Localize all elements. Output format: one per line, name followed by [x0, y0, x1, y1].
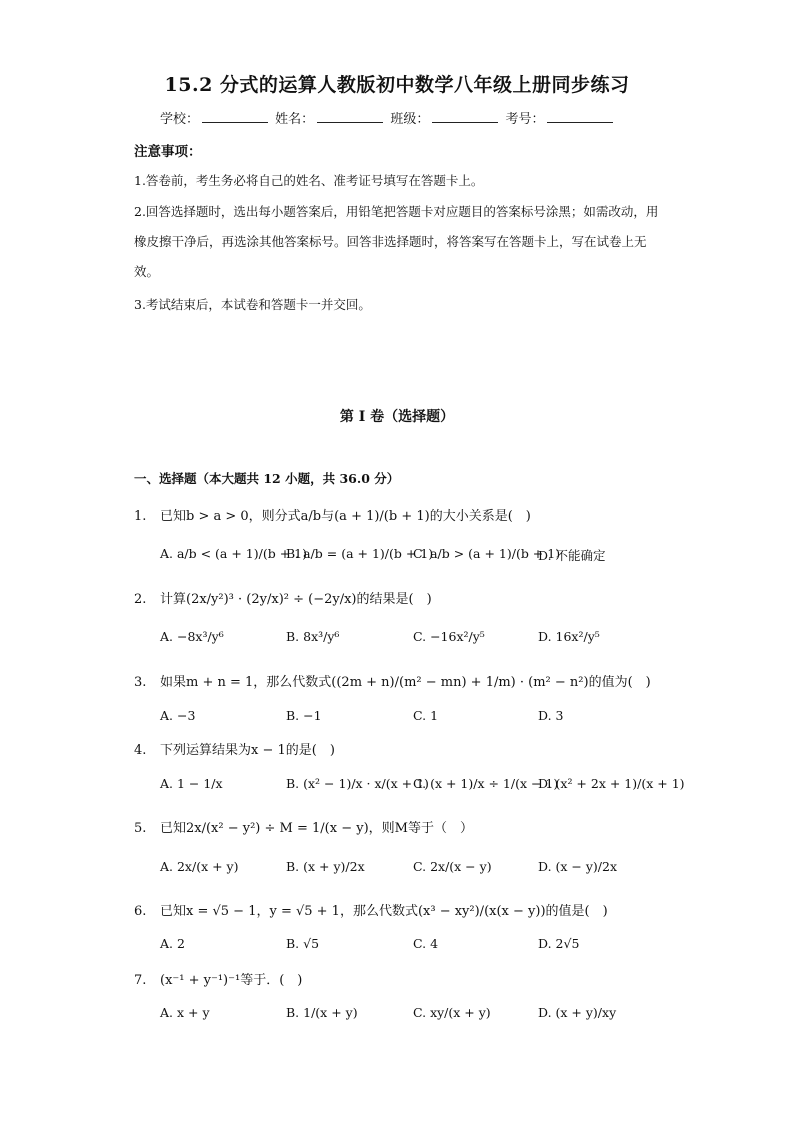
note-item: 3.考试结束后，本试卷和答题卡一并交回。	[134, 297, 371, 312]
question-2	[134, 588, 432, 607]
exam-number-label: 考号：	[505, 112, 545, 127]
student-info-line	[160, 108, 616, 127]
note-item: 1.答卷前，考生务必将自己的姓名、准考证号填写在答题卡上。	[134, 173, 484, 188]
option-a[interactable]: A. x + y	[160, 1005, 210, 1020]
option-a[interactable]: A. a/b < (a + 1)/(b + 1)	[160, 546, 307, 561]
question-text: 已知x = √5 − 1，y = √5 + 1，那么代数式(x³ − xy²)/(x(x − y))的值是( )	[160, 904, 608, 919]
question-6	[134, 900, 608, 919]
note-item: 2.回答选择题时，选出每小题答案后，用铅笔把答题卡对应题目的答案标号涂黑；如需改动，用橡皮擦干净后，再选涂其他答案标号。回答非选择题时，将答案写在答题卡上，写在试卷上无效。	[134, 204, 659, 279]
question-text: 如果m + n = 1，那么代数式((2m + n)/(m² − mn) + 1/m) · (m² − n²)的值为( )	[160, 675, 651, 690]
option-c[interactable]: C. 1	[413, 708, 439, 723]
option-b[interactable]: B. −1	[286, 708, 322, 723]
option-c[interactable]: C. a/b > (a + 1)/(b + 1)	[413, 546, 561, 561]
school-label: 学校：	[160, 112, 200, 127]
question-5	[134, 817, 473, 836]
option-b[interactable]: B. (x + y)/2x	[286, 859, 365, 874]
question-text: 已知2x/(x² − y²) ÷ M = 1/(x − y)，则M等于（ ）	[160, 821, 473, 836]
notes-title: 注意事项：	[134, 144, 202, 160]
option-b[interactable]: B. √5	[286, 936, 320, 951]
page-title: 15.2 分式的运算人教版初中数学八年级上册同步练习	[164, 74, 630, 96]
option-a[interactable]: A. 2	[160, 936, 185, 951]
option-a[interactable]: A. 1 − 1/x	[160, 776, 223, 791]
question-number: 1.	[134, 509, 147, 524]
name-blank[interactable]	[317, 110, 383, 123]
option-a[interactable]: A. 2x/(x + y)	[160, 859, 239, 874]
option-c[interactable]: C. (x + 1)/x ÷ 1/(x − 1)	[413, 776, 559, 791]
name-label: 姓名：	[275, 112, 315, 127]
class-blank[interactable]	[432, 110, 498, 123]
option-d[interactable]: D. (x − y)/2x	[538, 859, 618, 874]
question-number: 6.	[134, 904, 147, 919]
question-7	[134, 969, 302, 988]
option-c[interactable]: C. xy/(x + y)	[413, 1005, 491, 1020]
section-title: 第 I 卷（选择题）	[339, 409, 455, 425]
option-d[interactable]: D. 不能确定	[538, 548, 606, 563]
option-b[interactable]: B. 1/(x + y)	[286, 1005, 358, 1020]
option-a[interactable]: A. −3	[160, 708, 196, 723]
option-d[interactable]: D. (x + y)/xy	[538, 1005, 617, 1020]
question-text: 下列运算结果为x − 1的是( )	[160, 743, 335, 758]
question-3	[134, 671, 651, 690]
school-blank[interactable]	[202, 110, 268, 123]
class-label: 班级：	[390, 112, 430, 127]
question-number: 3.	[134, 675, 147, 690]
option-d[interactable]: D. 3	[538, 708, 564, 723]
question-number: 4.	[134, 743, 147, 758]
question-4	[134, 739, 335, 758]
question-text: 已知b > a > 0，则分式a/b与(a + 1)/(b + 1)的大小关系是( )	[160, 509, 531, 524]
question-number: 2.	[134, 592, 147, 607]
option-a[interactable]: A. −8x³/y⁶	[160, 629, 224, 644]
option-c[interactable]: C. 2x/(x − y)	[413, 859, 492, 874]
question-1	[134, 505, 531, 524]
option-b[interactable]: B. (x² − 1)/x · x/(x + 1)	[286, 776, 429, 791]
question-number: 7.	[134, 973, 147, 988]
option-d[interactable]: D. 2√5	[538, 936, 580, 951]
question-text: 计算(2x/y²)³ · (2y/x)² ÷ (−2y/x)的结果是( )	[160, 592, 432, 607]
option-d[interactable]: D. 16x²/y⁵	[538, 629, 600, 644]
option-d[interactable]: D. (x² + 2x + 1)/(x + 1)	[538, 776, 685, 791]
option-b[interactable]: B. 8x³/y⁶	[286, 629, 340, 644]
part-title: 一、选择题（本大题共 12 小题，共 36.0 分）	[134, 471, 400, 486]
option-c[interactable]: C. −16x²/y⁵	[413, 629, 485, 644]
question-number: 5.	[134, 821, 147, 836]
question-text: (x⁻¹ + y⁻¹)⁻¹等于．( )	[160, 973, 303, 988]
option-b[interactable]: B. a/b = (a + 1)/(b + 1)	[286, 546, 434, 561]
exam-number-blank[interactable]	[547, 110, 613, 123]
option-c[interactable]: C. 4	[413, 936, 439, 951]
